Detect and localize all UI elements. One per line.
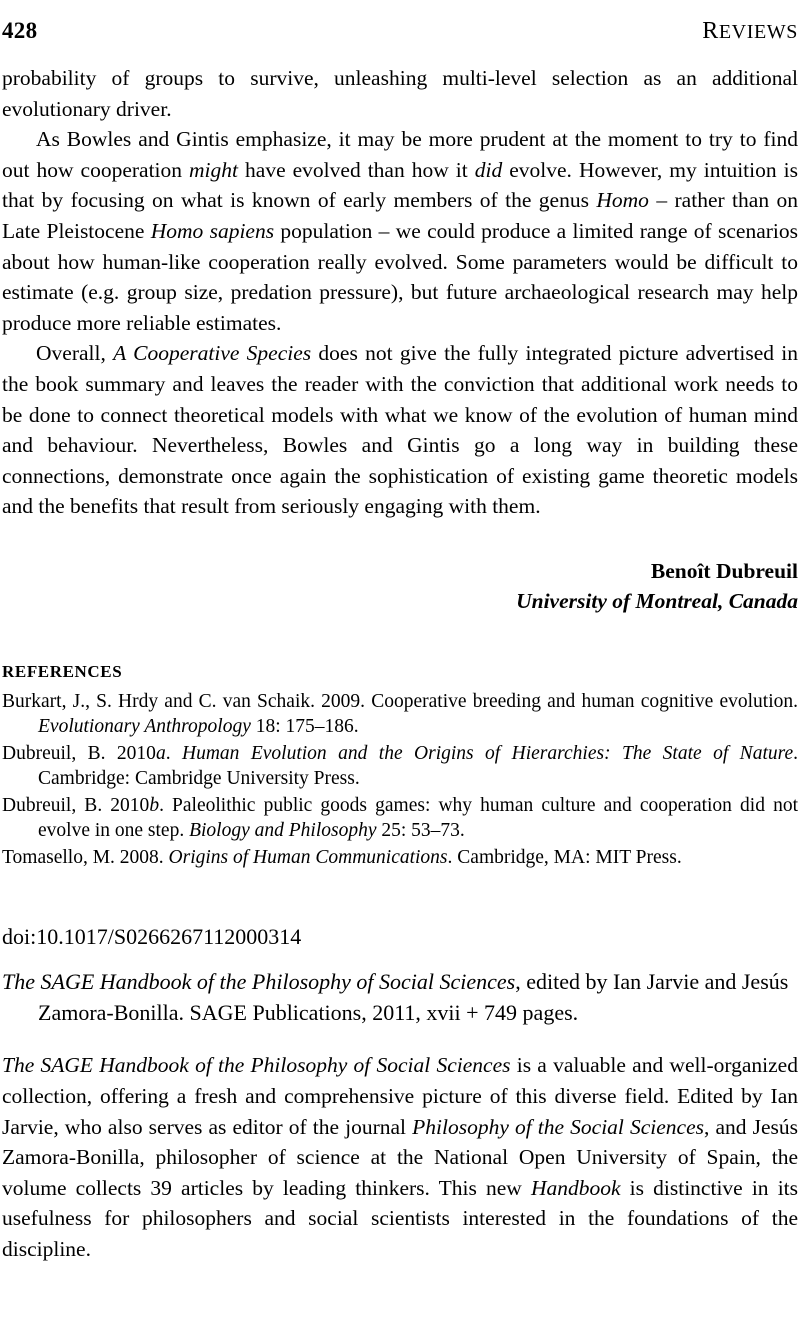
- text-run: Burkart, J., S. Hrdy and C. van Schaik. 2009. Cooperative breeding and human cognitive evolution.: [2, 690, 798, 712]
- text-run: does not give the fully integrated picture advertised in the book summary and leaves the reader with the conviction that additional work needs to be done to connect theoretical models with what we know of the evolution of human mind and behaviour. Nevertheless, Bowles and Gintis go a long way in building these connections, demonstrate once again the sophistication of existing game theoretic models and the benefits that result from seriously engaging with them.: [2, 341, 799, 519]
- references-heading: REFERENCES: [2, 661, 123, 681]
- italic-run: Biology and Philosophy: [189, 820, 377, 842]
- italic-run: Evolutionary Anthropology: [38, 716, 251, 738]
- text-run: Tomasello, M. 2008.: [2, 846, 169, 868]
- italic-run: Handbook: [530, 1175, 621, 1200]
- reference-item: [2, 689, 798, 740]
- text-run: evolve. However, my intuition is that by focusing on what is known of early members of the genus: [2, 157, 798, 213]
- text-run: Dubreuil, B. 2010: [2, 794, 150, 816]
- text-run: As Bowles and Gintis emphasize, it may be more prudent at the moment to try to find out how cooperation: [2, 127, 798, 182]
- text-run: probability of groups to survive, unleashing multi-level selection as an additional evolutionary driver.: [2, 66, 798, 121]
- italic-run: Homo sapiens: [150, 218, 275, 243]
- signature-author: Benoît Dubreuil: [650, 558, 798, 583]
- doi-line: doi:10.1017/S0266267112000314: [2, 924, 302, 950]
- italic-run: Homo: [596, 188, 649, 213]
- running-head-title: [702, 18, 798, 45]
- page-number: 428: [2, 18, 38, 43]
- text-run: population – we could produce a limited range of scenarios about how human-like cooperation really evolved. Some parameters would be difficult to estimate (e.g. group size, predation pressure), but future archaeological research may help produce more reliable estimates.: [2, 218, 798, 335]
- running-head: [0, 18, 800, 45]
- article-body: [0, 63, 800, 1265]
- book-entry: [2, 966, 798, 1028]
- italic-run: did: [474, 157, 503, 182]
- italic-run: might: [189, 157, 239, 182]
- running-head-initial: R: [702, 18, 719, 44]
- italic-run: Origins of Human Communications: [168, 846, 448, 868]
- body-paragraph: [2, 124, 798, 338]
- text-run: . Cambridge: Cambridge University Press.: [38, 742, 799, 790]
- italic-run: b: [149, 794, 160, 816]
- article-paragraphs: [2, 63, 798, 522]
- text-run: have evolved than how it: [238, 157, 475, 182]
- body-paragraph: [2, 63, 798, 124]
- text-run: is a valuable and well-organized collection, offering a fresh and comprehensive picture of this diverse field. Edited by Ian Jarvie, who also serves as editor of the journal: [2, 1053, 798, 1139]
- text-run: 25: 53–73.: [376, 820, 465, 842]
- text-run: 18: 175–186.: [250, 716, 359, 738]
- reference-item: [2, 845, 798, 871]
- text-run: Overall,: [36, 341, 114, 366]
- italic-run: The SAGE Handbook of the Philosophy of Social Sciences: [2, 969, 516, 995]
- italic-run: The SAGE Handbook of the Philosophy of Social Sciences: [2, 1053, 511, 1078]
- text-run: , edited by Ian Jarvie and Jesús Zamora-Bonilla. SAGE Publications, 2011, xvii + 749 pages.: [38, 969, 789, 1026]
- italic-run: A Cooperative Species: [113, 341, 312, 366]
- body-paragraph: [2, 1050, 798, 1264]
- running-head-rest: EVIEWS: [718, 21, 798, 43]
- signature-affiliation: University of Montreal, Canada: [516, 588, 798, 613]
- italic-run: a: [155, 742, 166, 764]
- text-run: , and Jesús Zamora-Bonilla, philosopher of science at the National Open University of Spain, the volume collects 39 articles by leading thinkers. This new: [2, 1114, 799, 1200]
- text-run: Dubreuil, B. 2010: [2, 742, 156, 764]
- references-list: [2, 689, 798, 871]
- body-paragraph: [2, 338, 798, 522]
- italic-run: Human Evolution and the Origins of Hierarchies: The State of Nature: [182, 742, 794, 764]
- text-run: .: [165, 742, 182, 764]
- text-run: – rather than on Late Pleistocene: [2, 188, 798, 243]
- review-paragraphs: [2, 1050, 798, 1264]
- italic-run: Philosophy of the Social Sciences: [412, 1114, 704, 1139]
- text-run: . Paleolithic public goods games: why human culture and cooperation did not evolve in one step.: [38, 794, 798, 842]
- reference-item: [2, 741, 798, 792]
- review-signature: [2, 556, 798, 616]
- reference-item: [2, 793, 798, 844]
- text-run: . Cambridge, MA: MIT Press.: [447, 846, 682, 868]
- text-run: is distinctive in its usefulness for philosophers and social scientists interested in the foundations of the discipline.: [2, 1175, 799, 1261]
